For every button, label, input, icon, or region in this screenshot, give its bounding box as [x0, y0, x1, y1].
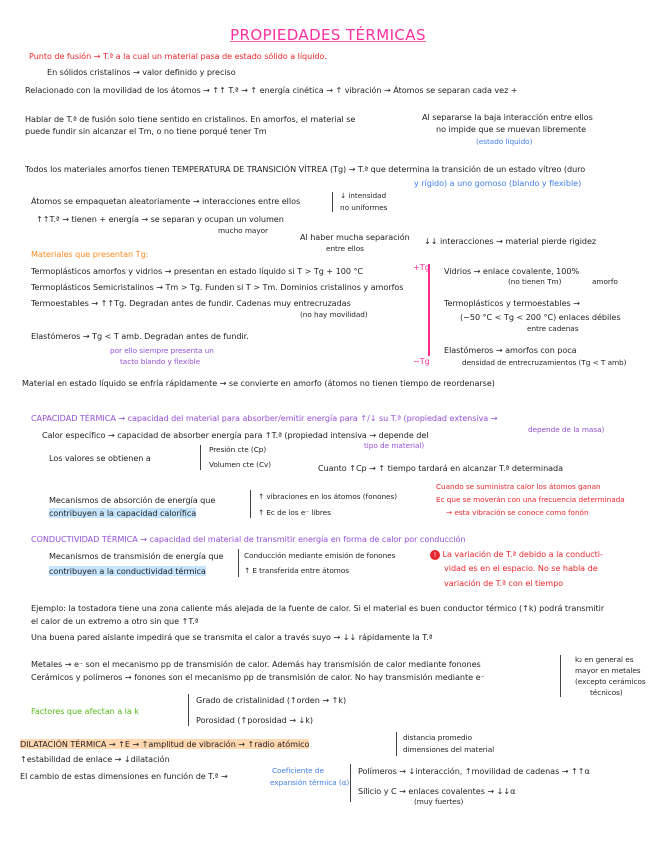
absorption-mechanisms-2: contribuyen a la capacidad calorífica [49, 508, 197, 518]
glasses-no-tm: (no tienen Tm) [508, 277, 562, 286]
bracket-conditions [200, 445, 201, 470]
silicon-carbon-expansion: Silicio y C → enlaces covalentes → ↓↓α [358, 786, 516, 796]
elastomer-density: densidad de entrecruzamientos (Tg < T amb) [462, 358, 627, 367]
average-distance: distancia promedio [403, 733, 473, 742]
porosity-factor: Porosidad (↑porosidad → ↓k) [196, 715, 313, 725]
transmission-mechanisms-1: Mecanismos de transmisión de energía que [49, 551, 224, 561]
loses-rigidity: ↓↓ interacciones → material pierde rigidez [424, 236, 597, 246]
energy-separation: ↑↑T.ª → tienen + energía → se separan y ocupan un volumen [36, 214, 284, 224]
crystallinity-factor: Grado de cristalinidad (↑orden → ↑k) [196, 695, 347, 705]
phonon-note-3: → esta vibración se conoce como fonón [446, 508, 589, 517]
values-obtained: Los valores se obtienen a [49, 453, 151, 463]
k-higher-metals-4: técnicos) [590, 688, 623, 697]
no-mobility: (no hay movilidad) [300, 310, 368, 319]
toaster-example-1: Ejemplo: la tostadora tiene una zona caliente más alejada de la fuente de calor. Si el material es buen conductor térmico (↑k) podrá transmitir [31, 603, 605, 613]
bracket-expansion [396, 732, 397, 756]
thermo-range: (−50 °C < Tg < 200 °C) enlaces débiles [460, 312, 621, 322]
soft-touch-1: por ello siempre presenta un [110, 346, 214, 355]
material-dimensions: dimensiones del material [403, 745, 495, 754]
thermo-line: Termoplásticos y termoestables → [444, 298, 580, 308]
phonon-note-2: Ec que se moverán con una frecuencia determinada [436, 495, 625, 504]
non-uniform: no uniformes [340, 203, 388, 212]
specific-heat-type: tipo de material) [364, 441, 425, 450]
expansion-coefficient-2: expansión térmica (α) [270, 778, 350, 787]
cp-time: Cuanto ↑Cp → ↑ tiempo tardará en alcanzar T.ª determinada [318, 463, 564, 473]
expansion-coefficient-1: Coeficiente de [272, 766, 324, 775]
melting-mobility: Relacionado con la movilidad de los átomos → ↑↑ T.ª → ↑ energía cinética → ↑ vibración → Átomos se separan cada vez + [25, 85, 518, 95]
free-electrons: ↑ Ec de los e⁻ libres [258, 508, 331, 517]
tg-plus-label: +Tg [413, 262, 430, 272]
much-separation: Al haber mucha separación [300, 232, 410, 242]
melting-amorphous-2: puede fundir sin alcanzar el Tm, o no tiene porqué tener Tm [25, 126, 267, 136]
tg-scale-arrow [428, 264, 430, 356]
phonon-note-1: Cuando se suministra calor los átomos ganan [436, 482, 601, 491]
k-higher-metals-3: (excepto cerámicos [575, 677, 646, 686]
toaster-example-2: el calor de un extremo a otro sin que ↑T.ª [31, 616, 199, 626]
separation-note-2: no impide que se muevan libremente [436, 124, 587, 134]
between-them: entre ellos [326, 244, 364, 253]
energy-transferred: ↑ E transferida entre átomos [244, 566, 350, 575]
constant-volume: Volumen cte (Cv) [209, 460, 272, 469]
separation-note-3: (estado líquido) [476, 137, 533, 146]
thermal-expansion: DILATACIÓN TÉRMICA → ↑E → ↑amplitud de vibración → ↑radio atómico [20, 739, 310, 749]
phonon-emission: Conducción mediante emisión de fonones [244, 551, 396, 560]
heat-capacity-definition: CAPACIDAD TÉRMICA → capacidad del material para absorber/emitir energía para ↑/↓ su T.ª (propiedad extensiva → [31, 413, 498, 423]
page-title: PROPIEDADES TÉRMICAS [230, 26, 426, 44]
glasses-line: Vidrios → enlace covalente, 100% [444, 266, 580, 276]
soft-touch-2: tacto blando y flexible [120, 357, 201, 366]
semicrystalline-thermoplastics: Termoplásticos Semicristalinos → Tm > Tg. Funden si T > Tm. Dominios cristalinos y amorfos [31, 282, 404, 292]
thermosets: Termoestables → ↑↑Tg. Degradan antes de fundir. Cadenas muy entrecruzadas [31, 298, 351, 308]
bracket-factors [188, 694, 189, 726]
amorphous-thermoplastics: Termoplásticos amorfos y vidrios → presentan en estado líquido si T > Tg + 100 °C [31, 266, 364, 276]
factors-affecting-k: Factores que afectan a la k [31, 706, 139, 716]
constant-pressure: Presión cte (Cp) [209, 445, 267, 454]
low-intensity: ↓ intensidad [340, 191, 387, 200]
glass-transition-definition: Todos los materiales amorfos tienen TEMPERATURA DE TRANSICIÓN VÍTREA (Tg) → T.ª que determina la transición de un estado vítreo (duro [25, 164, 586, 174]
bracket-interactions [332, 192, 333, 212]
thermo-chains: entre cadenas [527, 324, 579, 333]
melting-amorphous-1: Hablar de T.ª de fusión solo tiene sentido en cristalinos. En amorfos, el material se [25, 114, 356, 124]
glass-transition-definition-2: y rígido) a uno gomoso (blando y flexible) [414, 178, 582, 188]
glasses-amorphous: amorfo [592, 277, 618, 286]
metals-line: Metales → e⁻ son el mecanismo pp de transmisión de calor. Además hay transmisión de calor mediante fonones [31, 659, 481, 669]
tg-minus-label: −Tg [413, 356, 430, 366]
bracket-coefficient [350, 764, 351, 802]
space-variation-2: vidad es en el espacio. No se habla de [444, 563, 598, 573]
separation-note-1: Al separarse la baja interacción entre ellos [422, 112, 593, 122]
rapid-cooling: Material en estado líquido se enfría rápidamente → se convierte en amorfo (átomos no tienen tiempo de reordenarse) [22, 378, 495, 388]
k-higher-metals-2: mayor en metales [575, 666, 641, 675]
dimension-change: El cambio de estas dimensiones en función de T.ª → [20, 771, 228, 781]
polymers-expansion: Polímeros → ↓interacción, ↑movilidad de cadenas → ↑↑α [358, 766, 590, 776]
bracket-transmission [238, 549, 239, 577]
heat-capacity-depends-mass: depende de la masa) [528, 425, 605, 434]
materials-with-tg-heading: Materiales que presentan Tg: [31, 249, 149, 259]
elastomer-line: Elastómeros → amorfos con poca [444, 345, 577, 355]
bracket-absorption [250, 490, 251, 518]
specific-heat: Calor específico → capacidad de absorber energía para ↑T.ª (propiedad intensiva → depende del [42, 430, 429, 440]
phonons: ↑ vibraciones en los átomos (fonones) [258, 492, 398, 501]
melting-crystalline: En sólidos cristalinos → valor definido y preciso [47, 67, 236, 77]
elastomers: Elastómeros → Tg < T amb. Degradan antes de fundir. [31, 331, 249, 341]
transmission-mechanisms-2: contribuyen a la conductividad térmica [49, 566, 206, 576]
bond-stability: ↑estabilidad de enlace → ↓dilatación [20, 754, 170, 764]
thermal-conductivity-definition: CONDUCTIVIDAD TÉRMICA → capacidad del material de transmitir energía en forma de calor por conducción [31, 534, 466, 544]
ceramics-line: Cerámicos y polímeros → fonones son el mecanismo pp de transmisión de calor. No hay transmisión mediante e⁻ [31, 672, 485, 682]
space-variation-3: variación de T.ª con el tiempo [444, 578, 564, 588]
k-higher-metals-1: k₂ en general es [575, 655, 634, 664]
insulating-wall: Una buena pared aislante impedirá que se transmita el calor a través suyo → ↓↓ rápidamente la T.ª [31, 632, 433, 642]
much-larger: mucho mayor [218, 226, 268, 235]
melting-point-definition: Punto de fusión → T.ª a la cual un material pasa de estado sólido a líquido. [29, 51, 327, 61]
bracket-k-note [560, 655, 561, 697]
absorption-mechanisms-1: Mecanismos de absorción de energía que [49, 495, 216, 505]
very-strong: (muy fuertes) [414, 797, 464, 806]
random-packing: Átomos se empaquetan aleatoriamente → interacciones entre ellos [31, 196, 301, 206]
space-variation-1: ! La variación de T.ª debido a la conducti- [430, 549, 603, 560]
